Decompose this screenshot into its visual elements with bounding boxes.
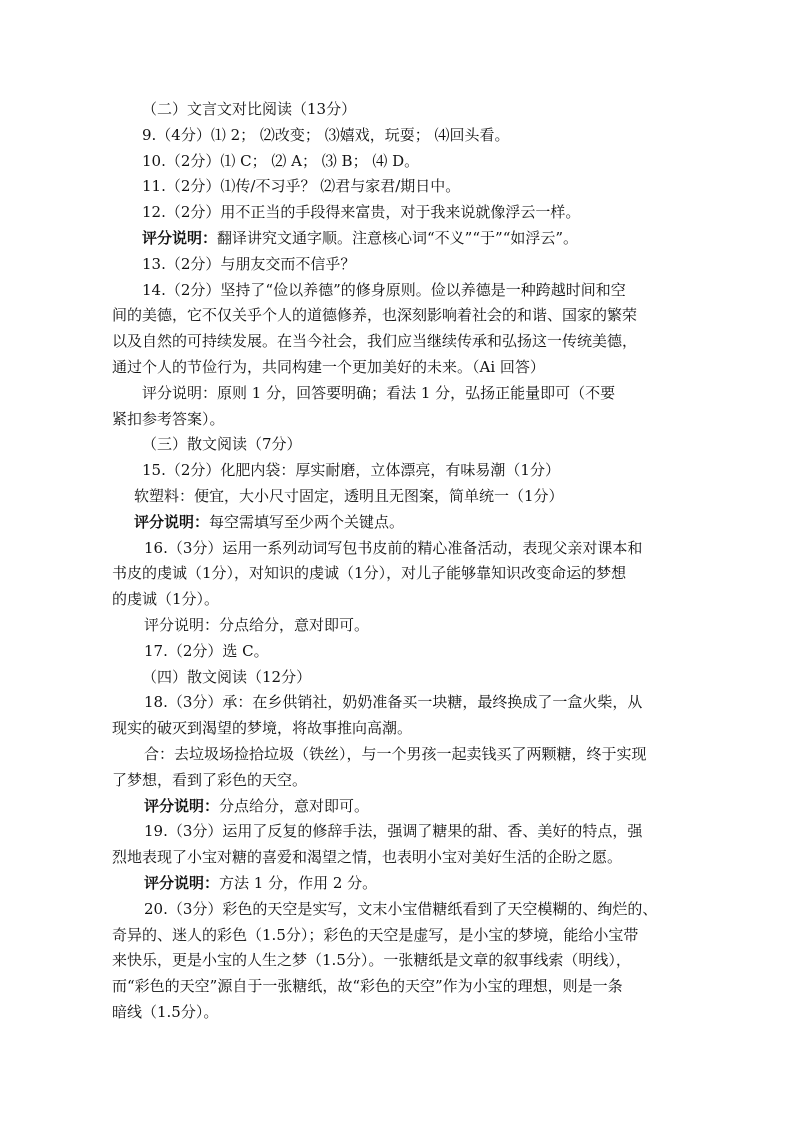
answer-18-line-3: 合：去垃圾场捡拾垃圾（铁丝），与一个男孩一起卖钱买了两颗糖，终于实现 (144, 744, 647, 763)
answer-14-line-2: 间的美德，它不仅关乎个人的道德修养，也深刻影响着社会的和谐、国家的繁荣 (112, 306, 638, 325)
scoring-note-19 (112, 871, 682, 897)
answer-16-line-3: 的虔诚（1分）。 (112, 590, 220, 609)
answer-17: 17.（2分）选 C。 (144, 641, 269, 660)
answer-18-line-4: 了梦想，看到了彩色的天空。 (112, 770, 308, 789)
scoring-note-14-line-1: 评分说明：原则 1 分，回答要明确；看法 1 分，弘扬正能量即可（不要 (142, 383, 616, 402)
answer-18-line-2: 现实的破灭到渴望的梦境，将故事推向高潮。 (112, 719, 413, 738)
scoring-note-text: 方法 1 分，作用 2 分。 (219, 873, 378, 892)
answer-16-line-1: 16.（3分）运用一系列动词写包书皮前的精心准备活动，表现父亲对课本和 (144, 538, 643, 557)
answer-9: 9.（4分）⑴ 2； ⑵改变； ⑶嬉戏，玩耍； ⑷回头看。 (142, 125, 510, 144)
scoring-note-16: 评分说明：分点给分，意对即可。 (144, 615, 370, 634)
scoring-note-label: 评分说明： (144, 796, 220, 815)
scoring-note-text: 每空需填写至少两个关键点。 (209, 512, 405, 531)
scoring-note-label: 评分说明： (142, 228, 218, 247)
answer-14-line-3: 以及自然的可持续发展。在当今社会，我们应当继续传承和弘扬这一传统美德， (112, 332, 638, 351)
scoring-note-label: 评分说明： (134, 512, 210, 531)
answer-14-line-4: 通过个人的节俭行为，共同构建一个更加美好的未来。（Ai 回答） (112, 357, 545, 376)
section-heading-prose-2: （四）散文阅读（12分） (142, 667, 312, 686)
answer-20-line-3: 来快乐，更是小宝的人生之梦（1.5分）。一张糖纸是文章的叙事线索（明线）， (112, 951, 631, 970)
answer-20-line-1: 20.（3分）彩色的天空是实写，文末小宝借糖纸看到了天空模糊的、绚烂的、 (144, 899, 658, 918)
answer-20-line-2: 奇异的、迷人的彩色（1.5分）；彩色的天空是虚写，是小宝的梦境，能给小宝带 (112, 925, 639, 944)
answer-14-line-1: 14.（2分）坚持了“俭以养德”的修身原则。俭以养德是一种跨越时间和空 (142, 280, 626, 299)
answer-16-line-2: 书皮的虔诚（1分），对知识的虔诚（1分），对儿子能够靠知识改变命运的梦想 (112, 564, 627, 583)
section-heading-classical-chinese: （二）文言文对比阅读（13分） (142, 100, 357, 118)
scoring-note-12 (112, 226, 682, 252)
answer-13: 13.（2分）与朋友交而不信乎？ (142, 254, 356, 273)
answer-15-line-2: 软塑料：便宜，大小尺寸固定，透明且无图案，简单统一（1分） (134, 486, 564, 505)
scoring-note-15 (112, 510, 682, 536)
scoring-note-text: 分点给分，意对即可。 (219, 796, 370, 815)
answer-15-line-1: 15.（2分）化肥内袋：厚实耐磨，立体漂亮，有味易潮（1分） (142, 461, 560, 480)
answer-20-line-5: 暗线（1.5分）。 (112, 1002, 219, 1021)
answer-12: 12.（2分）用不正当的手段得来富贵，对于我来说就像浮云一样。 (142, 203, 581, 222)
scoring-note-text: 翻译讲究文通字顺。注意核心词“不义”“于”“如浮云”。 (217, 228, 579, 247)
answer-10: 10.（2分）⑴ C； ⑵ A； ⑶ B； ⑷ D。 (142, 151, 420, 170)
answer-11: 11.（2分）⑴传/不习乎？ ⑵君与家君/期日中。 (142, 177, 461, 196)
scoring-note-label: 评分说明： (144, 873, 220, 892)
answer-document (112, 97, 682, 1026)
answer-18-line-1: 18.（3分）承：在乡供销社，奶奶准备买一块糖，最终换成了一盒火柴，从 (144, 693, 643, 712)
answer-19-line-2: 烈地表现了小宝对糖的喜爱和渴望之情，也表明小宝对美好生活的企盼之愿。 (112, 848, 623, 867)
answer-19-line-1: 19.（3分）运用了反复的修辞手法，强调了糖果的甜、香、美好的特点，强 (144, 822, 643, 841)
scoring-note-14-line-2: 紧扣参考答案）。 (112, 409, 225, 428)
answer-20-line-4: 而“彩色的天空”源自于一张糖纸，故“彩色的天空”作为小宝的理想，则是一条 (112, 977, 623, 996)
section-heading-prose-1: （三）散文阅读（7分） (142, 435, 302, 454)
scoring-note-18 (112, 794, 682, 820)
